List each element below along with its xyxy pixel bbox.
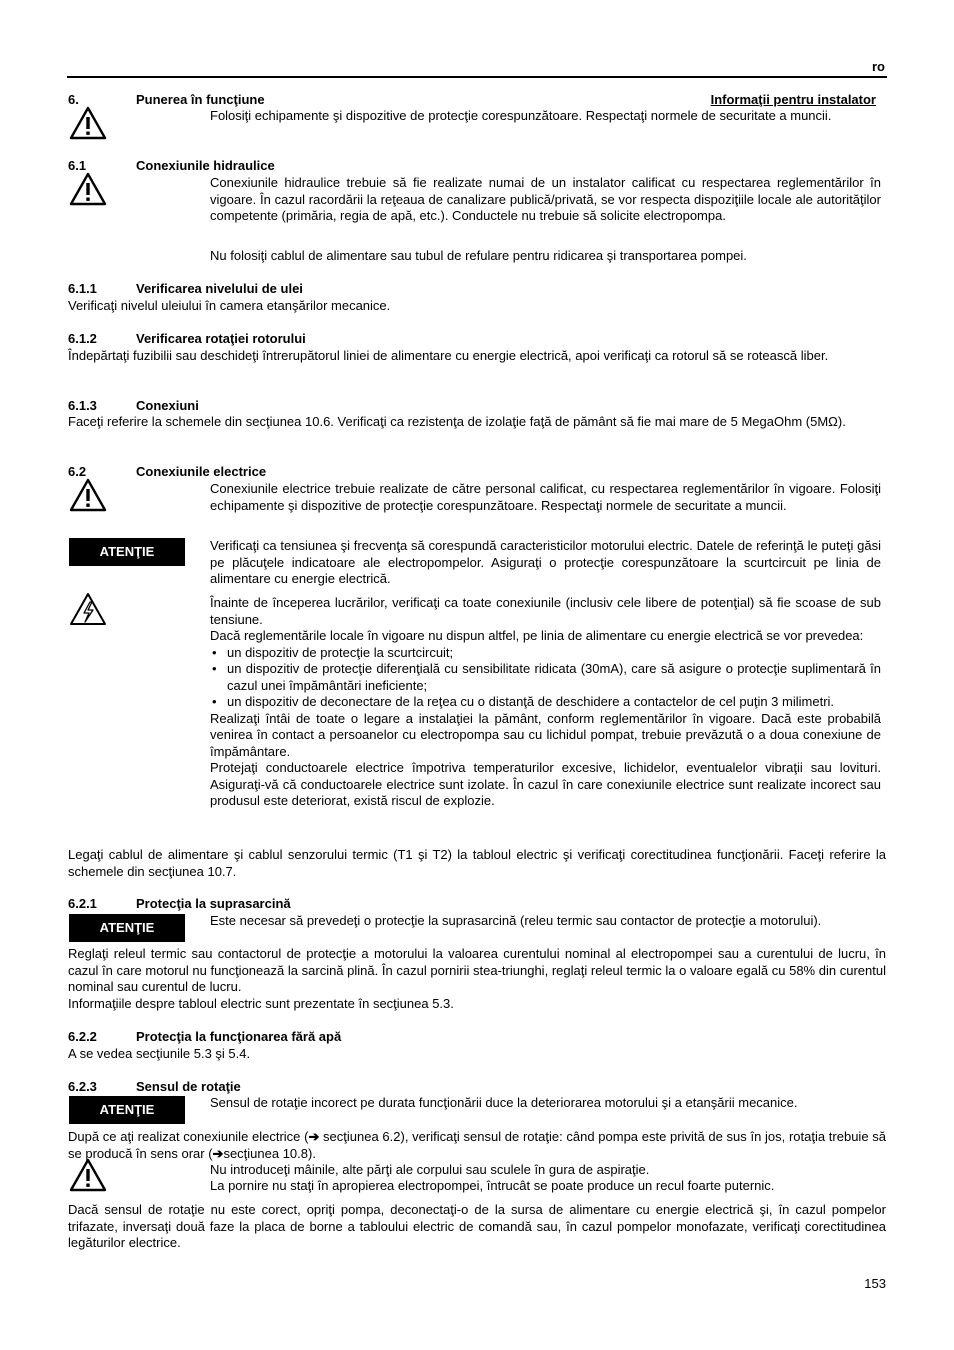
section-6-2-2-text: A se vedea secţiunile 5.3 şi 5.4. xyxy=(68,1046,251,1061)
section-6-1-paragraph-2: Nu folosiţi cablul de alimentare sau tubul de refulare pentru ridicarea şi transportarea pompei. xyxy=(210,248,747,263)
section-6-2-1-paragraph-2: Reglaţi releul termic sau contactorul de protecţie a motorului la valoarea curentului nominal al electropompei sau a curentului de lucru, în cazul în care motorul nu funcţionează la sarcină plină. În cazul pornirii stea-triunghi, reglaţi releul termic la o valoare egală cu 58% din curentul nominal sau curentul de lucru. xyxy=(68,946,886,994)
installer-info-label: Informaţii pentru instalator xyxy=(710,92,876,107)
section-6-1-3-text: Faceţi referire la schemele din secţiunea 10.6. Verificaţi ca rezistenţa de izolaţie faţă de pământ să fie mai mare de 5 MegaOhm (5MΩ). xyxy=(68,414,846,429)
section-6-1-2-title: Verificarea rotaţiei rotorului xyxy=(136,331,306,346)
language-code: ro xyxy=(872,59,885,74)
protection-devices-list xyxy=(210,645,881,711)
section-6-2-2-title: Protecţia la funcţionarea fără apă xyxy=(136,1029,342,1044)
section-6-1-2-number: 6.1.2 xyxy=(68,331,97,346)
rotation-text-part-2: secţiunea 6.2), verificaţi sensul de rotaţie: când pompa este privită de sus în jos, rotaţia trebuie să se producă în sens orar ( xyxy=(68,1129,886,1161)
list-item: • un dispozitiv de deconectare de la reţea cu o distanţă de deschidere a contactelor de cel puţin 3 milimetri. xyxy=(210,694,881,711)
section-6-1-number: 6.1 xyxy=(68,158,87,173)
section-6-2-paragraph-4: Dacă reglementările locale în vigoare nu dispun altfel, pe linia de alimentare cu energie electrică se vor prevedea: xyxy=(210,628,864,643)
section-6-2-3-paragraph-1: Sensul de rotaţie incorect pe durata funcţionării duce la deteriorarea motorului şi a etanşării mecanice. xyxy=(210,1095,798,1110)
section-6-text: Folosiţi echipamente şi dispozitive de protecţie corespunzătoare. Respectaţi normele de securitate a muncii. xyxy=(210,108,832,123)
section-6-2-1-number: 6.2.1 xyxy=(68,896,97,911)
rotation-text-part-3: secţiunea 10.8). xyxy=(223,1145,316,1161)
section-6-2-3-title: Sensul de rotaţie xyxy=(136,1079,241,1094)
section-6-1-title: Conexiunile hidraulice xyxy=(136,158,275,173)
section-6-2-1-title: Protecţia la suprasarcină xyxy=(136,896,291,911)
section-6-2-3-paragraph-5: Dacă sensul de rotaţie nu este corect, opriţi pompa, deconectaţi-o de la sursa de alimentare cu energie electrică şi, în cazul pompelor trifazate, inversaţi două faze la placa de borne a tabloului electric de comandă sau, în cazul pompelor monofazate, verificaţi corectitudinea legăturilor electrice. xyxy=(68,1202,886,1250)
warning-icon xyxy=(69,1158,107,1192)
section-6-2-electrical-block xyxy=(210,595,881,810)
warning-icon xyxy=(69,478,107,512)
attention-badge: ATENŢIE xyxy=(69,1096,185,1124)
section-6-1-paragraph-1: Conexiunile hidraulice trebuie să fie realizate numai de un instalator calificat cu respectarea reglementărilor în vigoare. În cazul racordării la reţeaua de canalizare publică/privată, se vor respecta dispoziţiile locale ale autorităţilor competente (primăria, regia de apă, etc.). Conductele nu trebuie să solicite electropompa. xyxy=(210,175,881,223)
section-6-2-3-paragraph-3: Nu introduceţi mâinile, alte părţi ale corpului sau sculele în gura de aspiraţie. xyxy=(210,1162,650,1177)
section-6-1-3-title: Conexiuni xyxy=(136,398,199,413)
arrow-right-icon: ➔ xyxy=(308,1129,320,1144)
section-6-2-paragraph-7: Legaţi cablul de alimentare şi cablul senzorului termic (T1 şi T2) la tabloul electric şi verificaţi corectitudinea funcţionării. Faceţi referire la schemele din secţiunea 10.7. xyxy=(68,847,886,879)
rotation-text-part-1: După ce aţi realizat conexiunile electrice ( xyxy=(68,1129,309,1144)
section-6-2-title: Conexiunile electrice xyxy=(136,464,267,479)
section-6-title: Punerea în funcţiune xyxy=(136,92,265,107)
section-6-1-1-text: Verificaţi nivelul uleiului în camera etanşărilor mecanice. xyxy=(68,298,391,313)
section-6-2-paragraph-1: Conexiunile electrice trebuie realizate de către personal calificat, cu respectarea reglementărilor în vigoare. Folosiţi echipamente şi dispozitive de protecţie corespunzătoare. Respectaţi normele de securitate a muncii. xyxy=(210,481,881,513)
section-6-2-paragraph-5: Realizaţi întâi de toate o legare a instalaţiei la pământ, conform reglementărilor în vigoare. Dacă este probabilă venirea în contact a persoanelor cu electropompa sau cu lichidul pompat, trebuie prevăzută o a doua conexiune de împământare. xyxy=(210,710,881,759)
section-6-2-3-number: 6.2.3 xyxy=(68,1079,97,1094)
section-6-number: 6. xyxy=(68,92,79,107)
list-item: • un dispozitiv de protecţie diferenţială cu sensibilitate ridicata (30mA), care să asigure o protecţie suplimentară în cazul unei împământări ineficiente; xyxy=(210,661,881,694)
arrow-right-icon: ➔ xyxy=(212,1145,224,1161)
section-6-1-1-number: 6.1.1 xyxy=(68,281,97,296)
header-rule xyxy=(67,76,887,78)
page-number: 153 xyxy=(864,1276,886,1291)
section-6-2-paragraph-3: Înainte de începerea lucrărilor, verificaţi ca toate conexiunile (inclusiv cele libere de potenţial) să fie scoase de sub tensiune. xyxy=(210,595,881,627)
warning-icon xyxy=(69,172,107,206)
section-6-2-3-paragraph-4: La pornire nu staţi în apropierea electropompei, întrucât se poate produce un recul foarte puternic. xyxy=(210,1178,775,1193)
section-6-1-3-number: 6.1.3 xyxy=(68,398,97,413)
attention-badge: ATENŢIE xyxy=(69,538,185,566)
section-6-2-2-number: 6.2.2 xyxy=(68,1029,97,1044)
electrical-hazard-icon xyxy=(69,592,107,626)
section-6-2-paragraph-6: Protejaţi conductoarele electrice împotriva temperaturilor excesive, lichidelor, eventualelor vibraţii sau lovituri. Asiguraţi-vă că conductoarele electrice sunt izolate. În cazul în care conexiunile electrice sunt realizate incorect sau produsul este deteriorat, există riscul de explozie. xyxy=(210,760,881,808)
section-6-1-2-text: Îndepărtaţi fuzibilii sau deschideţi întrerupătorul liniei de alimentare cu energie electrică, apoi verificaţi ca rotorul să se rotească liber. xyxy=(68,348,829,363)
warning-icon xyxy=(69,106,107,140)
section-6-2-1-paragraph-1: Este necesar să prevedeţi o protecţie la suprasarcină (releu termic sau contactor de protecţie a motorului). xyxy=(210,913,822,928)
attention-badge: ATENŢIE xyxy=(69,914,185,942)
section-6-2-paragraph-2: Verificaţi ca tensiunea şi frecvenţa să corespundă caracteristicilor motorului electric. Datele de referinţă le puteţi găsi pe plăcuţele indicatoare ale electropompelor. Asiguraţi o protecţie corespunzătoare la scurtcircuit pe linia de alimentare cu energie electrică. xyxy=(210,538,881,586)
section-6-2-3-paragraph-2 xyxy=(68,1129,886,1162)
section-6-2-number: 6.2 xyxy=(68,464,87,479)
list-item: • un dispozitiv de protecţie la scurtcircuit; xyxy=(210,645,881,662)
section-6-2-1-paragraph-3: Informaţiile despre tabloul electric sunt prezentate în secţiunea 5.3. xyxy=(68,996,454,1011)
section-6-1-1-title: Verificarea nivelului de ulei xyxy=(136,281,303,296)
